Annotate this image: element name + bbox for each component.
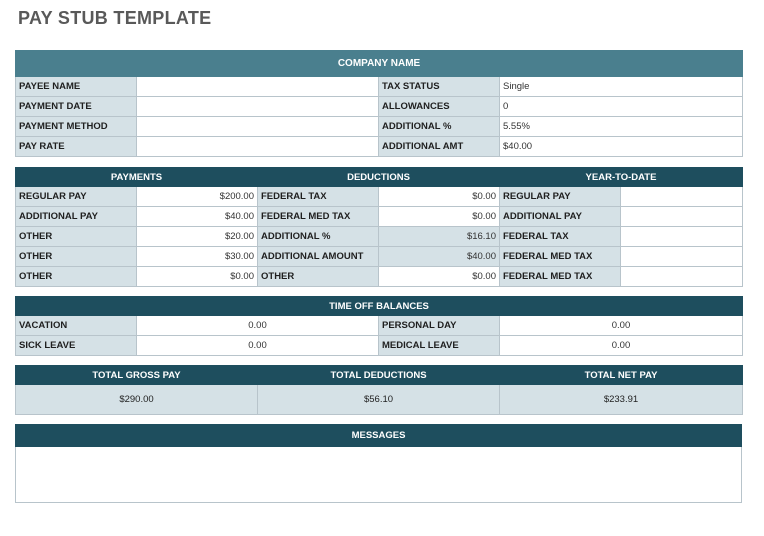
info-row (16, 97, 743, 117)
payee-name-label: PAYEE NAME (16, 77, 137, 97)
payment-label: REGULAR PAY (16, 187, 137, 207)
company-name-header[interactable]: COMPANY NAME (16, 51, 743, 77)
payment-label: ADDITIONAL PAY (16, 207, 137, 227)
info-row (16, 137, 743, 157)
additional-amt-field[interactable]: $40.00 (500, 137, 743, 157)
table-row (16, 227, 743, 247)
vacation-value[interactable]: 0.00 (137, 316, 379, 336)
allowances-field[interactable]: 0 (500, 97, 743, 117)
ytd-label: FEDERAL TAX (500, 227, 621, 247)
ytd-label: ADDITIONAL PAY (500, 207, 621, 227)
medical-leave-label: MEDICAL LEAVE (379, 336, 500, 356)
additional-percent-field[interactable]: 5.55% (500, 117, 743, 137)
payments-table (15, 167, 743, 287)
messages-table (15, 424, 742, 503)
ytd-value[interactable] (621, 207, 743, 227)
time-off-header: TIME OFF BALANCES (16, 297, 743, 316)
total-deductions-value[interactable]: $56.10 (258, 385, 500, 415)
table-row (16, 187, 743, 207)
time-off-table (15, 296, 743, 356)
ytd-label: FEDERAL MED TAX (500, 267, 621, 287)
payment-label: OTHER (16, 247, 137, 267)
total-net-pay-header: TOTAL NET PAY (500, 366, 743, 385)
deduction-value[interactable]: $0.00 (379, 187, 500, 207)
deduction-label: FEDERAL TAX (258, 187, 379, 207)
deduction-value[interactable]: $0.00 (379, 267, 500, 287)
payment-value[interactable]: $0.00 (137, 267, 258, 287)
ytd-value[interactable] (621, 187, 743, 207)
ytd-value[interactable] (621, 227, 743, 247)
deduction-label: OTHER (258, 267, 379, 287)
payment-date-label: PAYMENT DATE (16, 97, 137, 117)
payee-info-table (15, 50, 743, 157)
table-row (16, 316, 743, 336)
table-row (16, 336, 743, 356)
pay-rate-field[interactable] (137, 137, 379, 157)
additional-amt-label: ADDITIONAL AMT (379, 137, 500, 157)
allowances-label: ALLOWANCES (379, 97, 500, 117)
additional-percent-label: ADDITIONAL % (379, 117, 500, 137)
ytd-label: FEDERAL MED TAX (500, 247, 621, 267)
deduction-label: ADDITIONAL AMOUNT (258, 247, 379, 267)
messages-header: MESSAGES (16, 425, 742, 447)
totals-table (15, 365, 743, 415)
payee-name-field[interactable] (137, 77, 379, 97)
sick-leave-label: SICK LEAVE (16, 336, 137, 356)
payment-method-field[interactable] (137, 117, 379, 137)
page-title: PAY STUB TEMPLATE (18, 8, 212, 28)
deduction-value[interactable]: $0.00 (379, 207, 500, 227)
payment-method-label: PAYMENT METHOD (16, 117, 137, 137)
ytd-value[interactable] (621, 267, 743, 287)
tax-status-label: TAX STATUS (379, 77, 500, 97)
payments-header: PAYMENTS (16, 168, 258, 187)
total-net-pay-value[interactable]: $233.91 (500, 385, 743, 415)
personal-day-value[interactable]: 0.00 (500, 316, 743, 336)
payment-value[interactable]: $30.00 (137, 247, 258, 267)
info-row (16, 117, 743, 137)
ytd-header: YEAR-TO-DATE (500, 168, 743, 187)
deduction-label: ADDITIONAL % (258, 227, 379, 247)
deduction-value[interactable]: $40.00 (379, 247, 500, 267)
total-gross-pay-value[interactable]: $290.00 (16, 385, 258, 415)
sick-leave-value[interactable]: 0.00 (137, 336, 379, 356)
medical-leave-value[interactable]: 0.00 (500, 336, 743, 356)
ytd-label: REGULAR PAY (500, 187, 621, 207)
payment-value[interactable]: $200.00 (137, 187, 258, 207)
ytd-value[interactable] (621, 247, 743, 267)
pay-rate-label: PAY RATE (16, 137, 137, 157)
deductions-header: DEDUCTIONS (258, 168, 500, 187)
payment-value[interactable]: $20.00 (137, 227, 258, 247)
personal-day-label: PERSONAL DAY (379, 316, 500, 336)
deduction-value[interactable]: $16.10 (379, 227, 500, 247)
total-deductions-header: TOTAL DEDUCTIONS (258, 366, 500, 385)
payment-label: OTHER (16, 227, 137, 247)
tax-status-field[interactable]: Single (500, 77, 743, 97)
table-row (16, 247, 743, 267)
total-gross-pay-header: TOTAL GROSS PAY (16, 366, 258, 385)
table-row (16, 267, 743, 287)
table-row (16, 207, 743, 227)
info-row (16, 77, 743, 97)
payment-date-field[interactable] (137, 97, 379, 117)
payment-value[interactable]: $40.00 (137, 207, 258, 227)
deduction-label: FEDERAL MED TAX (258, 207, 379, 227)
messages-field[interactable] (16, 447, 742, 503)
vacation-label: VACATION (16, 316, 137, 336)
payment-label: OTHER (16, 267, 137, 287)
